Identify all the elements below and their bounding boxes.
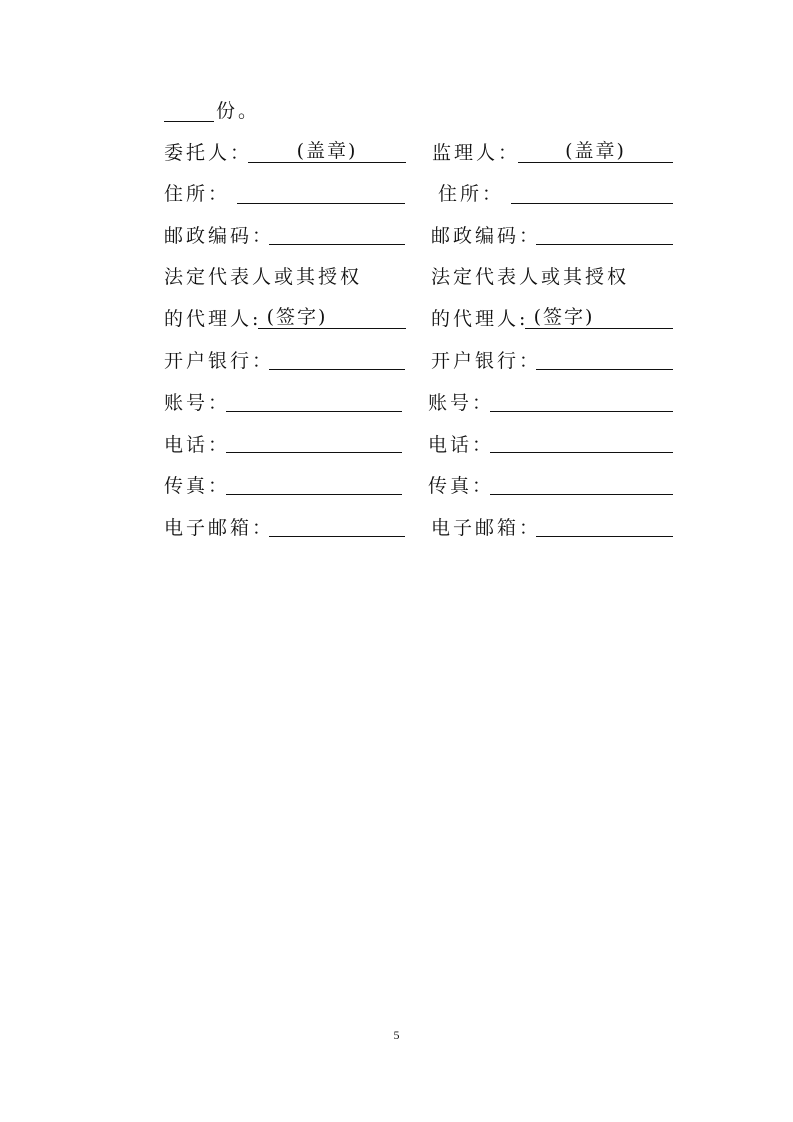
left-address-line[interactable] xyxy=(237,203,405,204)
right-account-label: 账号： xyxy=(428,392,495,414)
left-bank-label: 开户银行： xyxy=(164,350,275,372)
principal-seal-text: (盖章) xyxy=(296,140,358,162)
right-fax-label: 传真： xyxy=(428,475,495,497)
copies-blank-line xyxy=(164,121,214,122)
right-address-line[interactable] xyxy=(511,203,673,204)
right-address-label: 住所： xyxy=(438,183,505,205)
supervisor-line[interactable] xyxy=(518,162,673,163)
right-postcode-label: 邮政编码： xyxy=(431,225,542,247)
right-email-label: 电子邮箱： xyxy=(431,517,542,539)
copies-suffix: 份。 xyxy=(216,100,261,122)
left-address-label: 住所： xyxy=(164,183,231,205)
right-postcode-line[interactable] xyxy=(536,244,673,245)
page-number: 5 xyxy=(393,1028,400,1042)
left-postcode-label: 邮政编码： xyxy=(164,225,275,247)
right-email-line[interactable] xyxy=(536,536,673,537)
left-fax-label: 传真： xyxy=(164,475,231,497)
left-phone-label: 电话： xyxy=(164,434,231,456)
supervisor-seal-text: (盖章) xyxy=(565,140,626,162)
left-rep-line[interactable] xyxy=(258,328,406,329)
right-rep-line2-label: 的代理人: xyxy=(431,308,529,330)
left-account-line[interactable] xyxy=(226,411,402,412)
left-rep-line1: 法定代表人或其授权 xyxy=(164,266,363,288)
left-rep-line2-label: 的代理人: xyxy=(164,308,262,330)
right-account-line[interactable] xyxy=(490,411,673,412)
right-rep-line1: 法定代表人或其授权 xyxy=(431,266,630,288)
left-account-label: 账号： xyxy=(164,392,231,414)
left-email-line[interactable] xyxy=(269,536,405,537)
left-bank-line[interactable] xyxy=(269,369,405,370)
right-phone-line[interactable] xyxy=(490,452,673,453)
right-bank-label: 开户银行： xyxy=(431,350,542,372)
supervisor-label: 监理人： xyxy=(432,142,521,164)
right-rep-line[interactable] xyxy=(525,328,673,329)
left-postcode-line[interactable] xyxy=(269,244,405,245)
left-email-label: 电子邮箱： xyxy=(164,517,275,539)
left-fax-line[interactable] xyxy=(226,494,402,495)
right-fax-line[interactable] xyxy=(490,494,673,495)
right-rep-sign-text: (签字) xyxy=(533,306,595,328)
principal-label: 委托人： xyxy=(164,142,253,164)
right-phone-label: 电话： xyxy=(428,434,495,456)
left-rep-sign-text: (签字) xyxy=(266,306,328,328)
right-bank-line[interactable] xyxy=(536,369,673,370)
left-phone-line[interactable] xyxy=(226,452,402,453)
principal-line[interactable] xyxy=(248,162,406,163)
